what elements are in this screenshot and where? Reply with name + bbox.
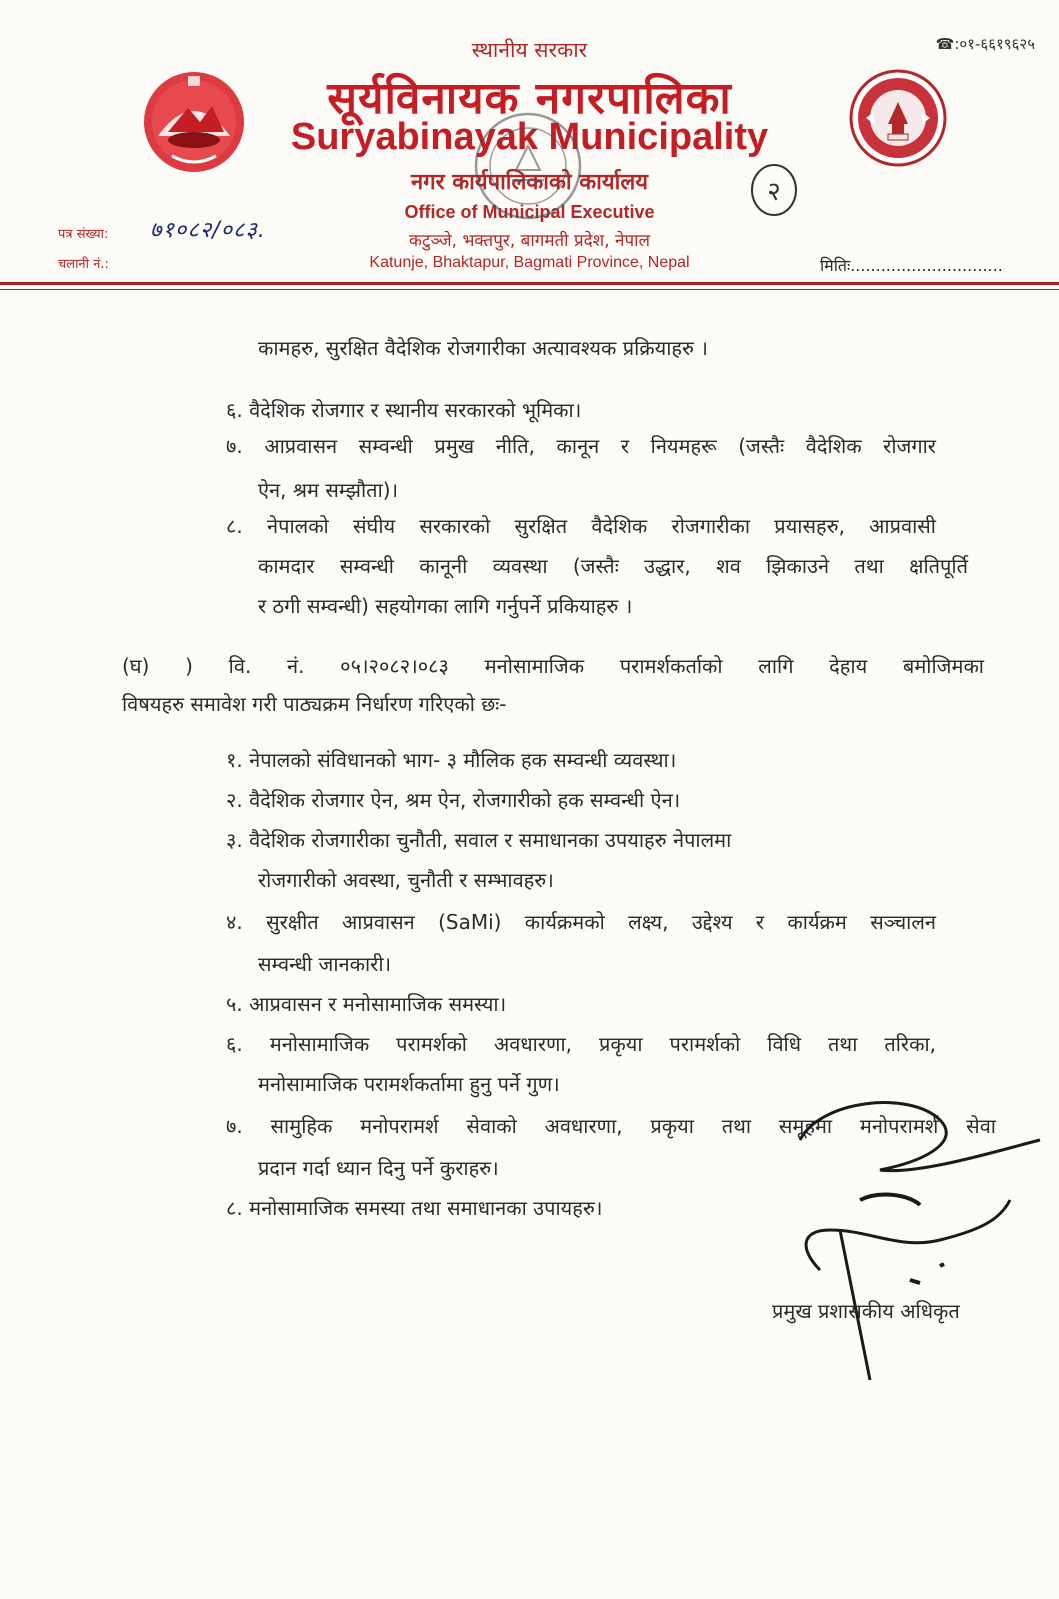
page-mark: २ [767,177,781,207]
list-item-continued: ऐन, श्रम सम्झौता)। [258,478,399,502]
list-item-continued: रोजगारीको अवस्था, चुनौती र सम्भावहरु। [258,868,554,892]
office-stamp-icon [472,110,584,222]
text-line: कामहरु, सुरक्षित वैदेशिक रोजगारीका अत्यावश्यक प्रक्रियाहरु । [258,336,708,360]
list-item: ४. सुरक्षीत आप्रवासन (SaMi) कार्यक्रमको लक्ष्य, उद्देश्य र कार्यक्रम सञ्चालन [226,910,936,934]
list-item: ६. वैदेशिक रोजगार र स्थानीय सरकारको भूमिका। [226,398,582,422]
dispatch-number-label: चलानी नं.: [58,257,109,272]
list-item: २. वैदेशिक रोजगार ऐन, श्रम ऐन, रोजगारीको हक सम्वन्धी ऐन। [226,788,681,812]
reference-number-value: ७१०८२/०८३. [150,218,266,243]
nepal-emblem-icon [138,66,250,178]
list-item: ७. सामुहिक मनोपरामर्श सेवाको अवधारणा, प्रकृया तथा समूहमा मनोपरामर्श सेवा [226,1114,996,1138]
date-label: मितिः.............................. [820,256,1003,275]
address-english: Katunje, Bhaktapur, Bagmati Province, Nepal [369,254,690,271]
list-item: ८. मनोसामाजिक समस्या तथा समाधानका उपायहरु। [226,1196,603,1220]
reference-number-label: पत्र संख्या: [58,227,109,242]
list-item: १. नेपालको संविधानको भाग- ३ मौलिक हक सम्वन्धी व्यवस्था। [226,748,677,772]
municipality-name-nepali: सूर्यविनायक नगरपालिका [327,73,732,124]
list-item-continued: सम्वन्धी जानकारी। [258,952,392,976]
list-item-continued: प्रदान गर्दा ध्यान दिनु पर्ने कुराहरु। [258,1156,499,1180]
header-divider [0,282,1059,285]
signatory-title: प्रमुख प्रशासकीय अधिकृत [772,1299,960,1323]
list-item: ८. नेपालको संघीय सरकारको सुरक्षित वैदेशिक रोजगारीका प्रयासहरु, आप्रवासी [226,514,936,538]
header-divider-thin [0,289,1059,290]
section-intro: (घ) ) वि. नं. ०५।२०८२।०८३ मनोसामाजिक परामर्शकर्ताको लागि देहाय बमोजिमका [122,654,984,678]
phone-number: ☎:०१-६६१९६२५ [935,35,1035,53]
municipality-logo-icon [848,68,948,168]
office-name-english: Office of Municipal Executive [404,202,655,222]
municipality-name-english: Suryabinayak Municipality [290,116,769,158]
page-mark-circle-icon [748,162,800,218]
list-item-continued: कामदार सम्वन्धी कानूनी व्यवस्था (जस्तैः उद्धार, शव झिकाउने तथा क्षतिपूर्ति [258,554,968,578]
address-nepali: कटुञ्जे, भक्तपुर, बागमती प्रदेश, नेपाल [408,231,651,251]
list-item: ३. वैदेशिक रोजगारीका चुनौती, सवाल र समाधानका उपयाहरु नेपालमा [226,828,732,852]
handwritten-signature-icon [760,1080,1050,1410]
list-item-continued: र ठगी सम्वन्धी) सहयोगका लागि गर्नुपर्ने प्रकियाहरु । [258,594,633,618]
list-item: ५. आप्रवासन र मनोसामाजिक समस्या। [226,992,507,1016]
list-item: ६. मनोसामाजिक परामर्शको अवधारणा, प्रकृया परामर्शको विधि तथा तरिका, [226,1032,936,1056]
local-government-label: स्थानीय सरकार [471,38,588,62]
office-name-nepali: नगर कार्यपालिकाको कार्यालय [411,170,648,195]
list-item-continued: मनोसामाजिक परामर्शकर्तामा हुनु पर्ने गुण। [258,1072,560,1096]
section-intro-continued: विषयहरु समावेश गरी पाठ्यक्रम निर्धारण गरिएको छः- [122,692,507,716]
list-item: ७. आप्रवासन सम्वन्धी प्रमुख नीति, कानून र नियमहरू (जस्तैः वैदेशिक रोजगार [226,434,936,458]
